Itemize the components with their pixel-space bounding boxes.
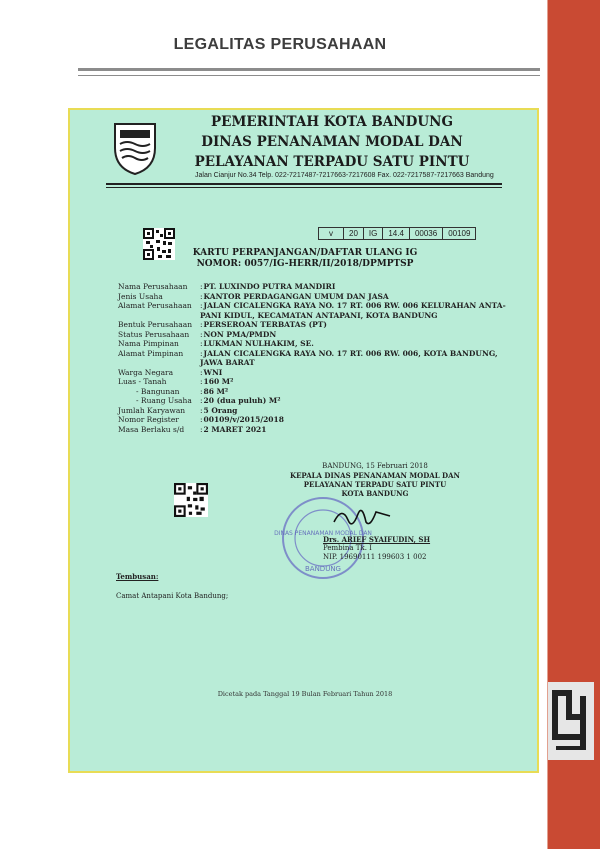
letterhead-rule-thin xyxy=(106,187,502,188)
code-cell: 00109 xyxy=(442,228,475,239)
bandung-city-seal-icon xyxy=(110,118,160,176)
code-cell: IG xyxy=(363,228,382,239)
printed-date: Dicetak pada Tanggal 19 Bulan Februari Tahun 2018 xyxy=(217,690,393,698)
field-value: : PT. LUXINDO PUTRA MANDIRI xyxy=(200,282,518,292)
field-value: : JALAN CICALENGKA RAYA NO. 17 RT. 006 RW. 006 KELURAHAN ANTA- PANI KIDUL, KECAMATAN ANTAPANI, KOTA BANDUNG xyxy=(200,301,518,320)
letterhead-rule xyxy=(106,183,502,185)
field-row xyxy=(118,292,518,302)
field-row xyxy=(118,406,518,416)
field-row xyxy=(118,425,518,435)
field-row xyxy=(118,368,518,378)
field-label: Jumlah Karyawan xyxy=(118,405,186,415)
sign-position: KOTA BANDUNG xyxy=(341,489,409,498)
field-label: Jenis Usaha xyxy=(118,291,163,301)
card-number: NOMOR: 0057/IG-HERR/II/2018/DPMPTSP xyxy=(196,259,414,269)
field-value: : 20 (dua puluh) M² xyxy=(200,396,518,406)
field-value: : 160 M² xyxy=(200,377,518,387)
field-label: Warga Negara xyxy=(118,367,174,377)
header-rule-thin xyxy=(78,75,540,76)
certificate-scan xyxy=(68,108,539,773)
field-row xyxy=(118,282,518,292)
field-row xyxy=(118,377,518,387)
field-label: Status Perusahaan xyxy=(118,329,190,339)
field-label: Alamat Perusahaan xyxy=(118,301,192,310)
issuer-address: Jalan Cianjur No.34 Telp. 022-7217487-7217663-7217608 Fax. 022-7217587-7217663 Bandung xyxy=(195,172,494,179)
field-label: Nomor Register xyxy=(118,415,179,424)
qr-code-icon xyxy=(143,228,175,260)
field-label: Luas - Tanah xyxy=(118,377,167,386)
field-row xyxy=(118,301,518,320)
field-value: : 5 Orang xyxy=(200,406,518,416)
field-value: : PERSEROAN TERBATAS (PT) xyxy=(200,320,518,330)
stamp-text: DINAS PENANAMAN MODAL DAN xyxy=(274,530,372,537)
field-value: : KANTOR PERDAGANGAN UMUM DAN JASA xyxy=(200,292,518,302)
company-logo xyxy=(548,682,594,760)
code-cell: 14.4 xyxy=(382,228,409,239)
stamp-city: BANDUNG xyxy=(304,565,342,573)
field-value: : JALAN CICALENGKA RAYA NO. 17 RT. 006 RW. 006, KOTA BANDUNG, JAWA BARAT xyxy=(200,349,518,368)
copy-to-label: Tembusan: xyxy=(116,572,159,581)
field-row xyxy=(118,396,518,406)
code-cell: 00036 xyxy=(409,228,442,239)
card-title: KARTU PERPANJANGAN/DAFTAR ULANG IG xyxy=(192,248,418,258)
field-row xyxy=(118,339,518,349)
signatory-nip: NIP. 19690111 199603 1 002 xyxy=(323,553,427,561)
sign-position: PELAYANAN TERPADU SATU PINTU xyxy=(303,480,447,489)
qr-code-icon xyxy=(174,483,208,517)
field-label: Masa Berlaku s/d xyxy=(118,424,185,434)
sign-position: KEPALA DINAS PENANAMAN MODAL DAN xyxy=(290,471,460,480)
header-rule xyxy=(78,68,540,71)
copy-to-recipient: Camat Antapani Kota Bandung; xyxy=(116,592,229,600)
field-value: : WNI xyxy=(200,368,518,378)
sign-place-date: BANDUNG, 15 Februari 2018 xyxy=(322,462,428,470)
signatory-rank: Pembina Tk. I xyxy=(323,544,372,552)
field-value: : 2 MARET 2021 xyxy=(200,425,518,435)
field-value: : 86 M² xyxy=(200,387,518,397)
field-row xyxy=(118,415,518,425)
field-row xyxy=(118,320,518,330)
field-label: Nama Pimpinan xyxy=(118,339,179,348)
field-label: - Bangunan xyxy=(136,386,180,396)
signature-block xyxy=(290,462,460,498)
issuer-line-3: PELAYANAN TERPADU SATU PINTU xyxy=(194,154,470,170)
field-label: - Ruang Usaha xyxy=(136,396,192,405)
signatory xyxy=(323,535,483,562)
code-cell: v xyxy=(329,229,333,238)
field-label: Nama Perusahaan xyxy=(118,282,188,291)
field-label: Bentuk Perusahaan xyxy=(118,320,193,329)
field-value: : 00109/v/2015/2018 xyxy=(200,415,518,425)
code-cell: 20 xyxy=(343,228,363,239)
company-fields xyxy=(118,282,518,434)
issuer-line-1: PEMERINTAH KOTA BANDUNG xyxy=(211,114,453,130)
page-title: LEGALITAS PERUSAHAAN xyxy=(173,36,387,53)
field-label: Alamat Pimpinan xyxy=(118,348,184,358)
field-row xyxy=(118,387,518,397)
issuer-line-2: DINAS PENANAMAN MODAL DAN xyxy=(201,134,463,150)
handwritten-signature xyxy=(332,502,392,532)
registration-code-box xyxy=(318,227,476,240)
signatory-name: Drs. ARIEF SYAIFUDIN, SH xyxy=(323,535,431,544)
field-row xyxy=(118,349,518,368)
field-value: : NON PMA/PMDN xyxy=(200,330,518,340)
field-row xyxy=(118,330,518,340)
field-value: : LUKMAN NULHAKIM, SE. xyxy=(200,339,518,349)
